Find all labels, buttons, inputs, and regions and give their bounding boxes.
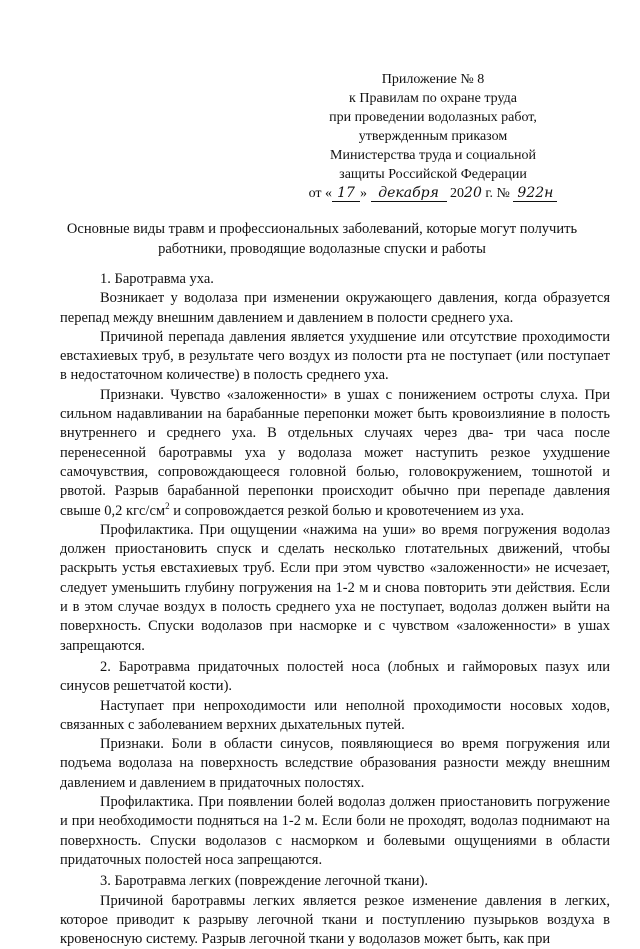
- appendix-line: к Правилам по охране труда: [268, 89, 598, 108]
- appendix-line: Приложение № 8: [268, 70, 598, 89]
- section-1-heading: 1. Баротравма уха.: [60, 270, 610, 289]
- appendix-line: при проведении водолазных работ,: [268, 108, 598, 127]
- appendix-line: утвержденным приказом: [268, 127, 598, 146]
- section-3-heading: 3. Баротравма легких (повреждение легочной ткани).: [60, 872, 610, 891]
- section-2-prevention: Профилактика. При появлении болей водолаз должен приостановить погружение и при необходимости подняться на 1-2 м. Если боли не проходят, водолаз поднимают на поверхность. Спуски водолазов с насморком и болевыми ощущениями в области придаточных полостей носа запрещаются.: [60, 793, 610, 870]
- section-2-heading: 2. Баротравма придаточных полостей носа (лобных и гайморовых пазух или синусов решетчатой кости).: [60, 658, 610, 697]
- section-1-symptoms: [60, 386, 610, 521]
- section-2-paragraph: Наступает при непроходимости или неполной проходимости носовых ходов, связанных с заболеванием верхних дыхательных путей.: [60, 697, 610, 736]
- order-year-suffix: 20: [464, 185, 482, 201]
- order-date-line: [268, 184, 598, 203]
- order-number-label: г. №: [485, 186, 510, 201]
- order-month: декабря: [371, 185, 447, 202]
- order-from-label: от «: [309, 186, 332, 201]
- order-close-quote: »: [360, 186, 367, 201]
- order-number: 922н: [513, 185, 557, 202]
- appendix-line: Министерства труда и социальной: [268, 146, 598, 165]
- order-year-prefix: 20: [450, 186, 464, 201]
- appendix-line: защиты Российской Федерации: [268, 165, 598, 184]
- section-1-paragraph: Причиной перепада давления является ухудшение или отсутствие проходимости евстахиевых труб, в результате чего воздух из полости рта не поступает (или поступает в недостаточном количестве) в полость среднего уха.: [60, 328, 610, 386]
- unit-superscript: 2: [165, 501, 170, 511]
- document-body: [60, 268, 610, 949]
- symptoms-text-end: и сопровождается резкой болью и кровотечением из уха.: [170, 503, 525, 519]
- appendix-header: [268, 70, 598, 203]
- section-1-prevention: Профилактика. При ощущении «нажима на уши» во время погружения водолаз должен приостановить спуск и сделать несколько глотательных движений, чтобы раскрыть устья евстахиевых труб. Если при этом чувство «заложенности» не исчезает, следует уменьшить глубину погружения на 1-2 м и снова повторить эти действия. Если и в этом случае воздух в полость среднего уха не поступает, водолаз должен выйти на поверхность. Спуски водолазов при насморке и с чувством «заложенности» в ушах запрещаются.: [60, 521, 610, 656]
- symptoms-text: Признаки. Чувство «заложенности» в ушах с понижением остроты слуха. При сильном надавливании на барабанные перепонки может быть кровоизлияние в полость внутреннего и среднего уха. В отдельных случаях через два- три часа после перенесенной баротравмы уха у водолаза может наступить резкое ухудшение самочувствия, сопровождающееся головной болью, головокружением, тошнотой и рвотой. Разрыв барабанной перепонки происходит обычно при перепаде давления свыше 0,2 кгс/см: [60, 387, 610, 519]
- document-title: [42, 219, 602, 259]
- title-line-1: Основные виды травм и профессиональных заболеваний, которые могут получить: [42, 219, 602, 239]
- section-2-symptoms: Признаки. Боли в области синусов, появляющиеся во время погружения или подъема водолаза на поверхность вследствие образования разности между внешним давлением и давлением в придаточных полостях.: [60, 735, 610, 793]
- section-3-paragraph: Причиной баротравмы легких является резкое изменение давления в легких, которое приводит к разрыву легочной ткани и поступлению пузырьков воздуха в кровеносную систему. Разрыв легочной ткани у водолазов может быть, как при: [60, 892, 610, 949]
- order-day: 17: [332, 185, 360, 202]
- section-1-paragraph: Возникает у водолаза при изменении окружающего давления, когда образуется перепад между внешним давлением и давлением в полости среднего уха.: [60, 289, 610, 328]
- title-line-2: работники, проводящие водолазные спуски и работы: [42, 239, 602, 259]
